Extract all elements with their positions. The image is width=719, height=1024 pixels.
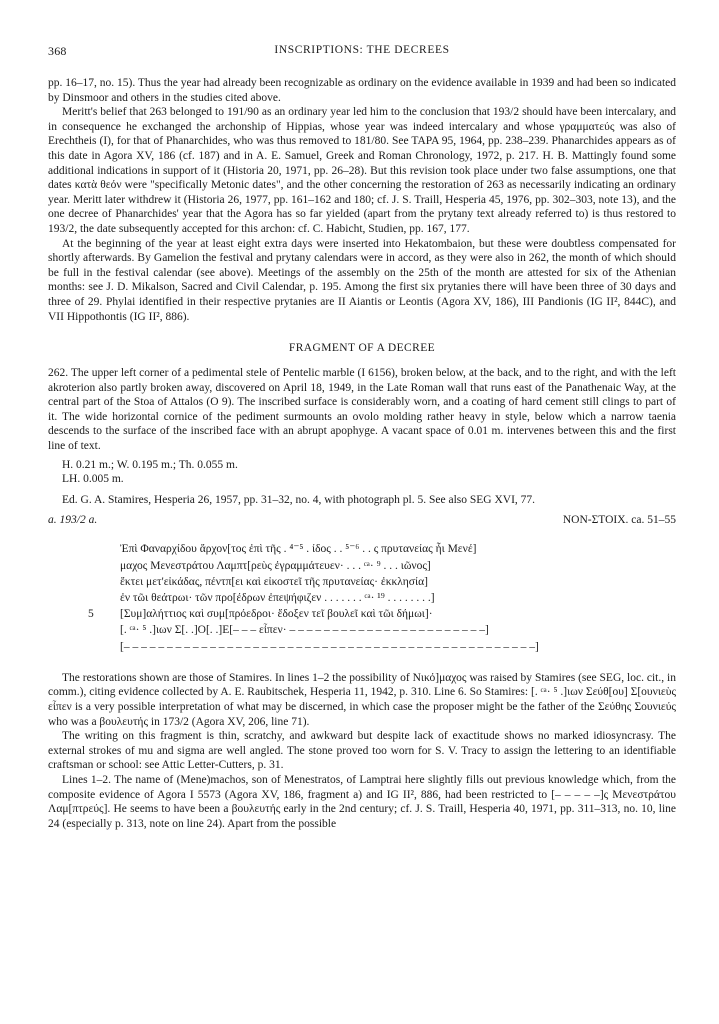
page	[48, 42, 676, 831]
inscription-line-text: μαχος Μενεστράτου Λαμπτ[ρεὺς ἐγραμμάτευεν· . . . ᶜᵃ· ⁹ . . . ιῶνος]	[120, 559, 431, 572]
paragraph-lines-1-2: Lines 1–2. The name of (Mene)machos, son of Menestratos, of Lamptrai here slightly fills out previous knowledge which, from the composite evidence of Agora I 5573 (Agora XV, 186, fragment a) and IG II², 886, had been restricted to [– – – – –]ς Μενεστράτου Λαμ[πτρεύς]. He seems to have been a βουλευτής early in the 2nd century; cf. J. S. Traill, Hesperia 40, 1971, pp. 311–313, no. 10, line 24 (especially p. 313, note on line 24). Apart from the possible	[48, 774, 676, 830]
edition-reference: Ed. G. A. Stamires, Hesperia 26, 1957, pp. 31–32, no. 4, with photograph pl. 5. See also SEG XVI, 77.	[62, 493, 536, 506]
inscription-line-text: ἕκτει μετ'εἰκάδας, πέντπ[ει καὶ εἰκοστεῖ τῆς πρυτανείας· ἐκκλησία]	[120, 575, 428, 588]
paragraph-restorations: The restorations shown are those of Stamires. In lines 1–2 the possibility of Νικό]μαχος was raised by Stamires (see SEG, loc. cit., in comm.), citing evidence collected by A. E. Raubitschek, Hesperia 11, 1942, p. 310. Line 6. So Stamires: [. ᶜᵃ· ⁵ .]ιων Σεύθ[ου] Σ[ουνιεὺς εἶπεν is a very possible interpretation of what may be discerned, in which case the proposer might be the father of the Σεύθης Σουνιεύς who was a βουλευτής in 173/2 (Agora XV, 206, line 71).	[48, 671, 676, 728]
entry-description: 262. The upper left corner of a pedimental stele of Pentelic marble (I 6156), broken below, at the back, and to the right, and with the left akroterion also partly broken away, discovered on April 18, 1949, in the Late Roman wall that runs east of the Panathenaic Way, at the central part of the Stoa of Attalos (O 9). The inscribed surface is considerably worn, and a coating of hard cement still clings to part of it. The wide horizontal cornice of the pediment surmounts an ovolo molding rather heavy in style, below which a narrow taenia descends to the surface of the inscribed face with an abrupt apophyge. A vacant space of 0.01 m. intervenes between this and the first line of text.	[48, 367, 676, 453]
inscription-line-text: ἐν τῶι θεάτρωι· τῶν προ[έδρων ἐπεψήφιζεν . . . . . . . ᶜᵃ· ¹⁹ . . . . . . . .]	[120, 592, 435, 605]
inscription-line	[88, 606, 620, 622]
paragraph-meritt: Meritt's belief that 263 belonged to 191/90 as an ordinary year led him to the conclusion that 193/2 should have been intercalary, and in consequence he exchanged the archonship of Hippias, whose year was indeed intercalary and whose γραμματεύς was also of Erechtheis (I), for that of Phanarchides, who was thus removed to 181/80. See TAPA 95, 1964, pp. 238–239. Phanarchides appears as of this date in Agora XV, 186 (cf. 187) and in A. E. Samuel, Greek and Roman Chronology, 1972, p. 217. H. B. Mattingly found some additional indications in support of it (Historia 20, 1971, pp. 26–28). But this revision took place under two false assumptions, one that dates κατὰ θεόν were "specifically Metonic dates", and the other concerning the restoration of 263 as necessarily indicating an ordinary year. Meritt later withdrew it (Historia 26, 1977, pp. 161–162 and 180; cf. J. S. Traill, Hesperia 45, 1976, pp. 302–303, note 13), and the one decree of Phanarchides' year that the Agora has so far yielded (apart from the prytany text already referred to) is thus restored to 193/2, the date subsequently accepted for this archon: cf. C. Habicht, Studien, pp. 167, 177.	[48, 106, 676, 235]
inscription-line-text: [Συμ]αλήττιος καὶ συμ[πρόεδροι· ἔδοξεν τεῖ βουλεῖ καὶ τῶι δήμωι]·	[120, 608, 433, 621]
inscription-line-text: [– – – – – – – – – – – – – – – – – – – – – – – – – – – – – – – – – – – – – – – – – – – – – – – –]	[120, 640, 539, 653]
inscription-text	[88, 541, 620, 654]
inscription-line	[120, 590, 620, 606]
inscription-line	[120, 558, 620, 574]
page-number: 368	[48, 44, 67, 58]
inscription-line	[120, 574, 620, 590]
section-title: FRAGMENT OF A DECREE	[288, 342, 436, 355]
paragraph-calendar: At the beginning of the year at least eight extra days were inserted into Hekatombaion, but these were doubtless compensated for shortly afterwards. By Gamelion the festival and prytany calendars were in accord, as they were also in 262, the month of which should be full in the festival calendar (see above). Meetings of the assembly on the 25th of the month are attested for six of the Athenian months: see J. D. Mikalson, Sacred and Civil Calendar, p. 195. Among the first six prytanies there will have been three of 30 days and three of 29. Phylai identified in their respective prytanies are II Aiantis or Leontis (Agora XV, 186), III Pandionis (IG II², 844C), and VII Hippothontis (IG II², 886).	[48, 237, 676, 323]
date-row	[48, 513, 676, 529]
paragraph-continuation: pp. 16–17, no. 15). Thus the year had already been recognizable as ordinary on the evidence available in 1939 and had been so indicated by Dinsmoor and others in the studies cited above.	[48, 77, 676, 104]
inscription-line-text: [. ᶜᵃ· ⁵ .]ιων Σ[. .]Ο[. .]Ε[– – – εἶπεν· – – – – – – – – – – – – – – – – – – – – – – –]	[120, 624, 489, 637]
stoichedon-note: NON-ΣΤΟΙΧ. ca. 51–55	[562, 514, 676, 527]
paragraph-writing: The writing on this fragment is thin, scratchy, and awkward but despite lack of exactitude shows no marked idiosyncrasy. The external strokes of mu and sigma are well angled. The stone proved too worn for S. V. Tracy to assign the lettering to an identifiable craftsman or school: see Attic Letter-Cutters, p. 31.	[48, 730, 676, 772]
line-number: 5	[88, 608, 94, 621]
letter-height: LH. 0.005 m.	[62, 473, 124, 486]
measurements: H. 0.21 m.; W. 0.195 m.; Th. 0.055 m.	[62, 458, 238, 471]
inscription-line	[120, 541, 620, 557]
date: a. 193/2 a.	[48, 514, 98, 527]
inscription-line	[120, 622, 620, 638]
page-header	[48, 42, 676, 62]
inscription-line-text: Ἐπὶ Φαναρχίδου ἄρχον[τος ἐπὶ τῆς . ⁴⁻⁵ . ίδος . . ⁵⁻⁶ . . ς πρυτανείας ἧι Μενέ]	[120, 543, 477, 556]
running-head: INSCRIPTIONS: THE DECREES	[274, 44, 450, 56]
inscription-line	[120, 639, 620, 655]
